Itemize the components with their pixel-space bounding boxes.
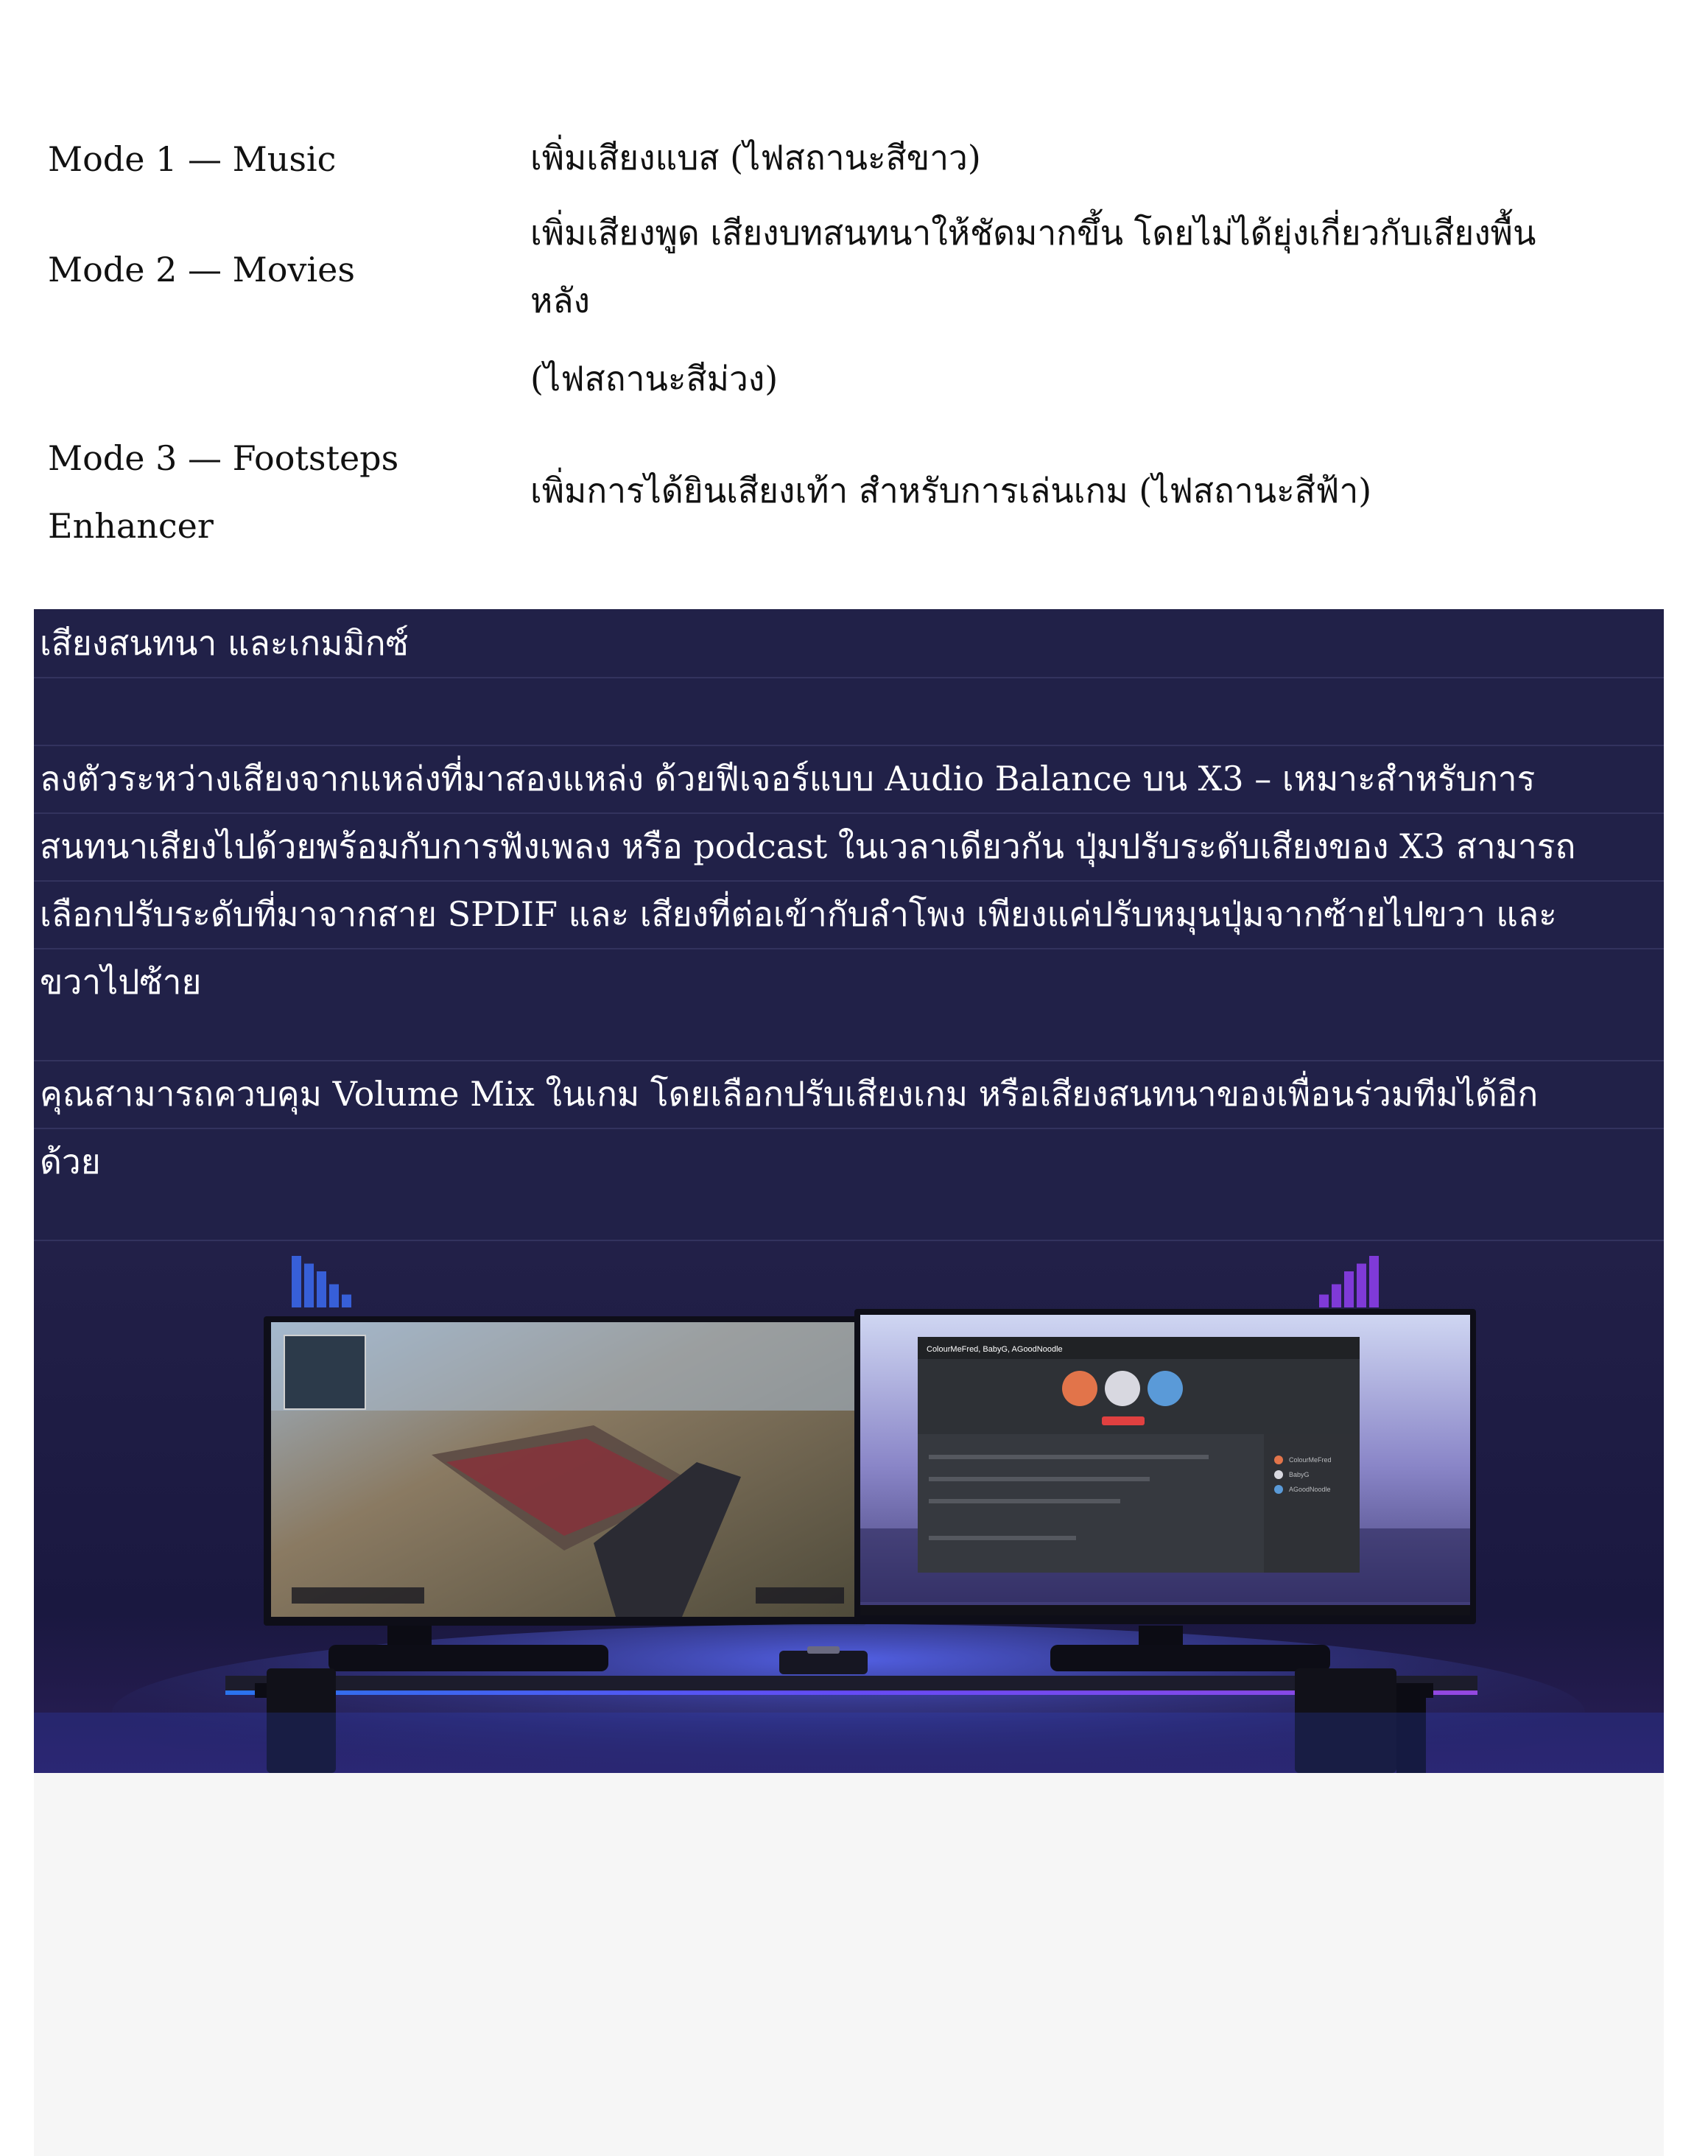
member-name: AGoodNoodle bbox=[1289, 1486, 1331, 1493]
mode-2-description-line-3: (ไฟสถานะสีม่วง) bbox=[530, 359, 779, 398]
dual-monitor-setup-image bbox=[34, 1241, 1664, 1773]
left-meter-bar bbox=[317, 1271, 326, 1307]
right-meter-bar bbox=[1357, 1264, 1366, 1308]
mode-1-description: เพิ่มเสียงแบส (ไฟสถานะสีขาว) bbox=[530, 138, 981, 178]
left-monitor bbox=[264, 1316, 866, 1626]
taskbar bbox=[860, 1605, 1470, 1615]
avatar bbox=[1148, 1371, 1183, 1406]
chat-game-mix-section bbox=[34, 609, 1664, 1773]
mode-2-description-line-1: เพิ่มเสียงพูด เสียงบทสนทนาให้ชัดมากขึ้น โดยไม่ได้ยุ่งเกี่ยวกับเสียงพื้น bbox=[530, 213, 1536, 253]
mode-3-description: เพิ่มการได้ยินเสียงเท้า สำหรับการเล่นเกม (ไฟสถานะสีฟ้า) bbox=[530, 471, 1372, 510]
right-meter-bar bbox=[1332, 1285, 1341, 1308]
left-meter-bar bbox=[292, 1256, 301, 1307]
avatar bbox=[1105, 1371, 1140, 1406]
left-monitor-stand bbox=[328, 1645, 608, 1671]
member-name: BabyG bbox=[1289, 1471, 1310, 1478]
minimap-icon bbox=[284, 1335, 365, 1409]
paragraph-1-line-3: เลือกปรับระดับที่มาจากสาย SPDIF และ เสียงที่ต่อเข้ากับลำโพง เพียงแค่ปรับหมุนปุ่มจากซ้ายไปขวา และ bbox=[40, 894, 1557, 934]
left-meter-bar bbox=[342, 1295, 351, 1308]
right-meter-bar bbox=[1344, 1271, 1354, 1307]
blank-content-area bbox=[34, 1773, 1664, 2156]
disconnect-button bbox=[1102, 1416, 1145, 1425]
row-divider bbox=[34, 1128, 1664, 1129]
mode-3-label-line-1: Mode 3 — Footsteps bbox=[48, 438, 399, 478]
paragraph-2-line-1: คุณสามารถควบคุม Volume Mix ในเกม โดยเลือกปรับเสียงเกม หรือเสียงสนทนาของเพื่อนร่วมทีมได้อีก bbox=[40, 1074, 1539, 1114]
mode-2-label: Mode 2 — Movies bbox=[48, 250, 355, 289]
mode-3-label-line-2: Enhancer bbox=[48, 506, 214, 546]
right-monitor bbox=[854, 1309, 1476, 1624]
member-name: ColourMeFred bbox=[1289, 1456, 1332, 1464]
chat-window-title: ColourMeFred, BabyG, AGoodNoodle bbox=[927, 1345, 1063, 1354]
avatar bbox=[1062, 1371, 1097, 1406]
member-list bbox=[1264, 1434, 1360, 1573]
paragraph-1-line-4: ขวาไปซ้าย bbox=[40, 962, 202, 1002]
row-divider bbox=[34, 948, 1664, 949]
right-monitor-stand bbox=[1050, 1645, 1330, 1671]
sound-card-device bbox=[779, 1651, 868, 1674]
paragraph-2-line-2: ด้วย bbox=[40, 1142, 101, 1181]
section-title: เสียงสนทนา และเกมมิกซ์ bbox=[40, 623, 409, 663]
desk-shelf bbox=[225, 1676, 1477, 1692]
left-meter-bar bbox=[304, 1264, 314, 1308]
row-divider bbox=[34, 677, 1664, 678]
right-meter-bar bbox=[1319, 1295, 1329, 1308]
left-meter-bar bbox=[329, 1285, 339, 1308]
mode-table bbox=[0, 0, 1708, 589]
paragraph-1-line-1: ลงตัวระหว่างเสียงจากแหล่งที่มาสองแหล่ง ด้วยฟีเจอร์แบบ Audio Balance บน X3 – เหมาะสำหรับการ bbox=[40, 759, 1536, 798]
mode-1-label: Mode 1 — Music bbox=[48, 139, 337, 179]
paragraph-1-line-2: สนทนาเสียงไปด้วยพร้อมกับการฟังเพลง หรือ podcast ในเวลาเดียวกัน ปุ่มปรับระดับเสียงของ X3 สามารถ bbox=[40, 826, 1576, 866]
right-meter-bar bbox=[1369, 1256, 1379, 1307]
mode-2-description-line-2: หลัง bbox=[530, 281, 590, 320]
